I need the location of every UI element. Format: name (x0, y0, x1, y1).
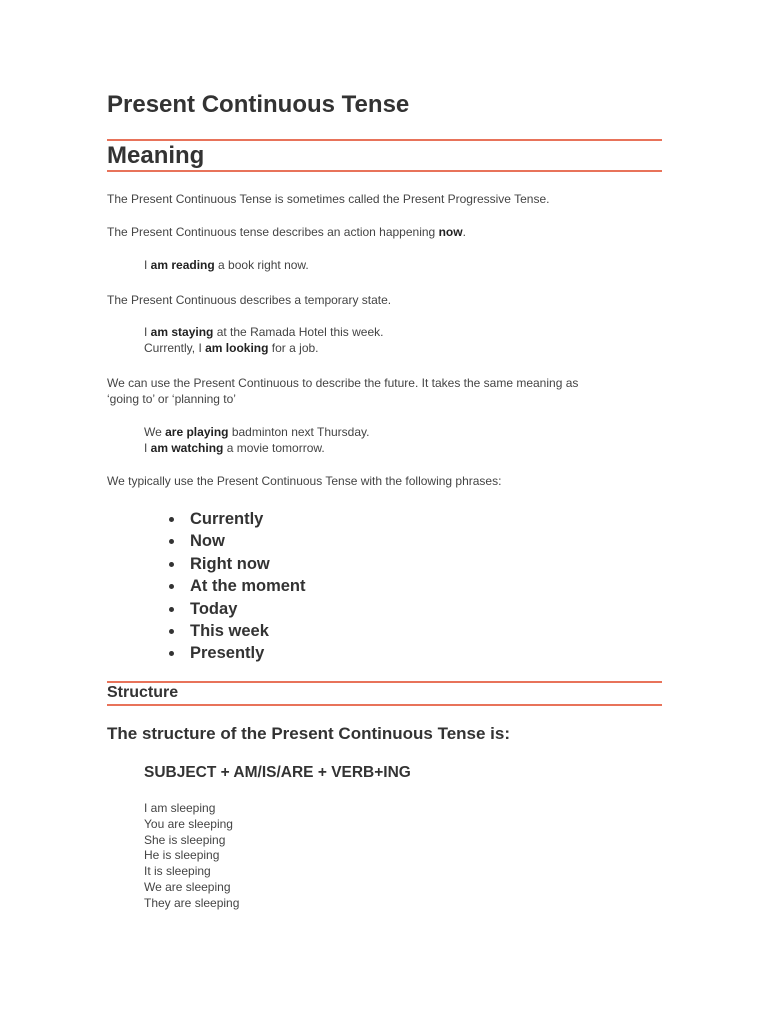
list-item (167, 598, 306, 620)
list-item: I am sleeping (144, 801, 216, 815)
bullet-icon (169, 607, 174, 612)
temporary-paragraph: The Present Continuous describes a temporary state. (107, 293, 392, 307)
now-paragraph (107, 224, 466, 240)
temporary-examples (144, 325, 383, 356)
future-example (144, 441, 369, 457)
future-paragraph-line: We can use the Present Continuous to describe the future. It takes the same meaning as (107, 376, 579, 390)
list-item (167, 530, 306, 552)
bullet-icon (169, 629, 174, 634)
now-example (144, 258, 309, 274)
list-item: You are sleeping (144, 816, 233, 831)
example-text: We (144, 425, 166, 439)
now-paragraph-text: The Present Continuous tense describes an action happening (107, 225, 439, 239)
phrase-text: This week (190, 621, 269, 640)
phrases-list (167, 508, 306, 665)
conjugation-list (144, 801, 239, 912)
example-verb: am watching (150, 440, 224, 455)
phrase-text: Presently (190, 644, 265, 663)
list-item: He is sleeping (144, 848, 220, 863)
example-text: at the Ramada Hotel this week. (213, 325, 384, 339)
phrase-text: At the moment (190, 577, 306, 596)
list-item (167, 620, 306, 642)
page-title: Present Continuous Tense (107, 91, 410, 118)
example-text: for a job. (268, 340, 319, 355)
meaning-heading: Meaning (107, 142, 205, 169)
example-text: a movie tomorrow. (223, 440, 325, 455)
list-item (167, 642, 306, 664)
bullet-icon (169, 584, 174, 589)
example-text: I (144, 258, 151, 272)
now-keyword: now (438, 225, 463, 239)
structure-heading: Structure (107, 684, 179, 701)
list-item: It is sleeping (144, 864, 211, 879)
example-text: I (144, 325, 151, 339)
heading-rule-top (107, 139, 662, 141)
temporary-example (144, 341, 383, 357)
future-paragraph (107, 375, 578, 407)
structure-formula: SUBJECT + AM/IS/ARE + VERB+ING (144, 764, 411, 781)
example-verb: am looking (205, 340, 269, 355)
list-item (167, 508, 306, 530)
temporary-example (144, 325, 383, 341)
future-paragraph-line: ‘going to’ or ‘planning to’ (107, 392, 236, 406)
bullet-icon (169, 651, 174, 656)
list-item: They are sleeping (144, 895, 240, 910)
phrase-text: Today (190, 599, 238, 618)
example-text: a book right now. (214, 258, 309, 272)
phrase-text: Now (190, 532, 225, 551)
heading-rule-bottom (107, 704, 662, 706)
bullet-icon (169, 517, 174, 522)
phrases-intro: We typically use the Present Continuous Tense with the following phrases: (107, 474, 502, 488)
heading-rule-bottom (107, 170, 662, 172)
example-verb: am reading (150, 258, 215, 272)
phrase-text: Currently (190, 510, 264, 528)
list-item: She is sleeping (144, 832, 226, 847)
list-item (167, 553, 306, 575)
list-item (167, 575, 306, 597)
heading-rule-top (107, 681, 662, 683)
future-example (144, 425, 369, 441)
now-paragraph-end: . (462, 225, 466, 239)
example-text: I (144, 440, 151, 455)
example-text: Currently, I (144, 340, 206, 355)
bullet-icon (169, 562, 174, 567)
example-verb: am staying (150, 325, 214, 339)
example-text: badminton next Thursday. (228, 425, 370, 439)
phrase-text: Right now (190, 554, 270, 573)
intro-paragraph: The Present Continuous Tense is sometimes called the Present Progressive Tense. (107, 192, 550, 206)
future-examples (144, 425, 369, 456)
example-verb: are playing (165, 425, 229, 439)
bullet-icon (169, 539, 174, 544)
structure-subheading: The structure of the Present Continuous Tense is: (107, 724, 511, 743)
list-item: We are sleeping (144, 879, 231, 894)
